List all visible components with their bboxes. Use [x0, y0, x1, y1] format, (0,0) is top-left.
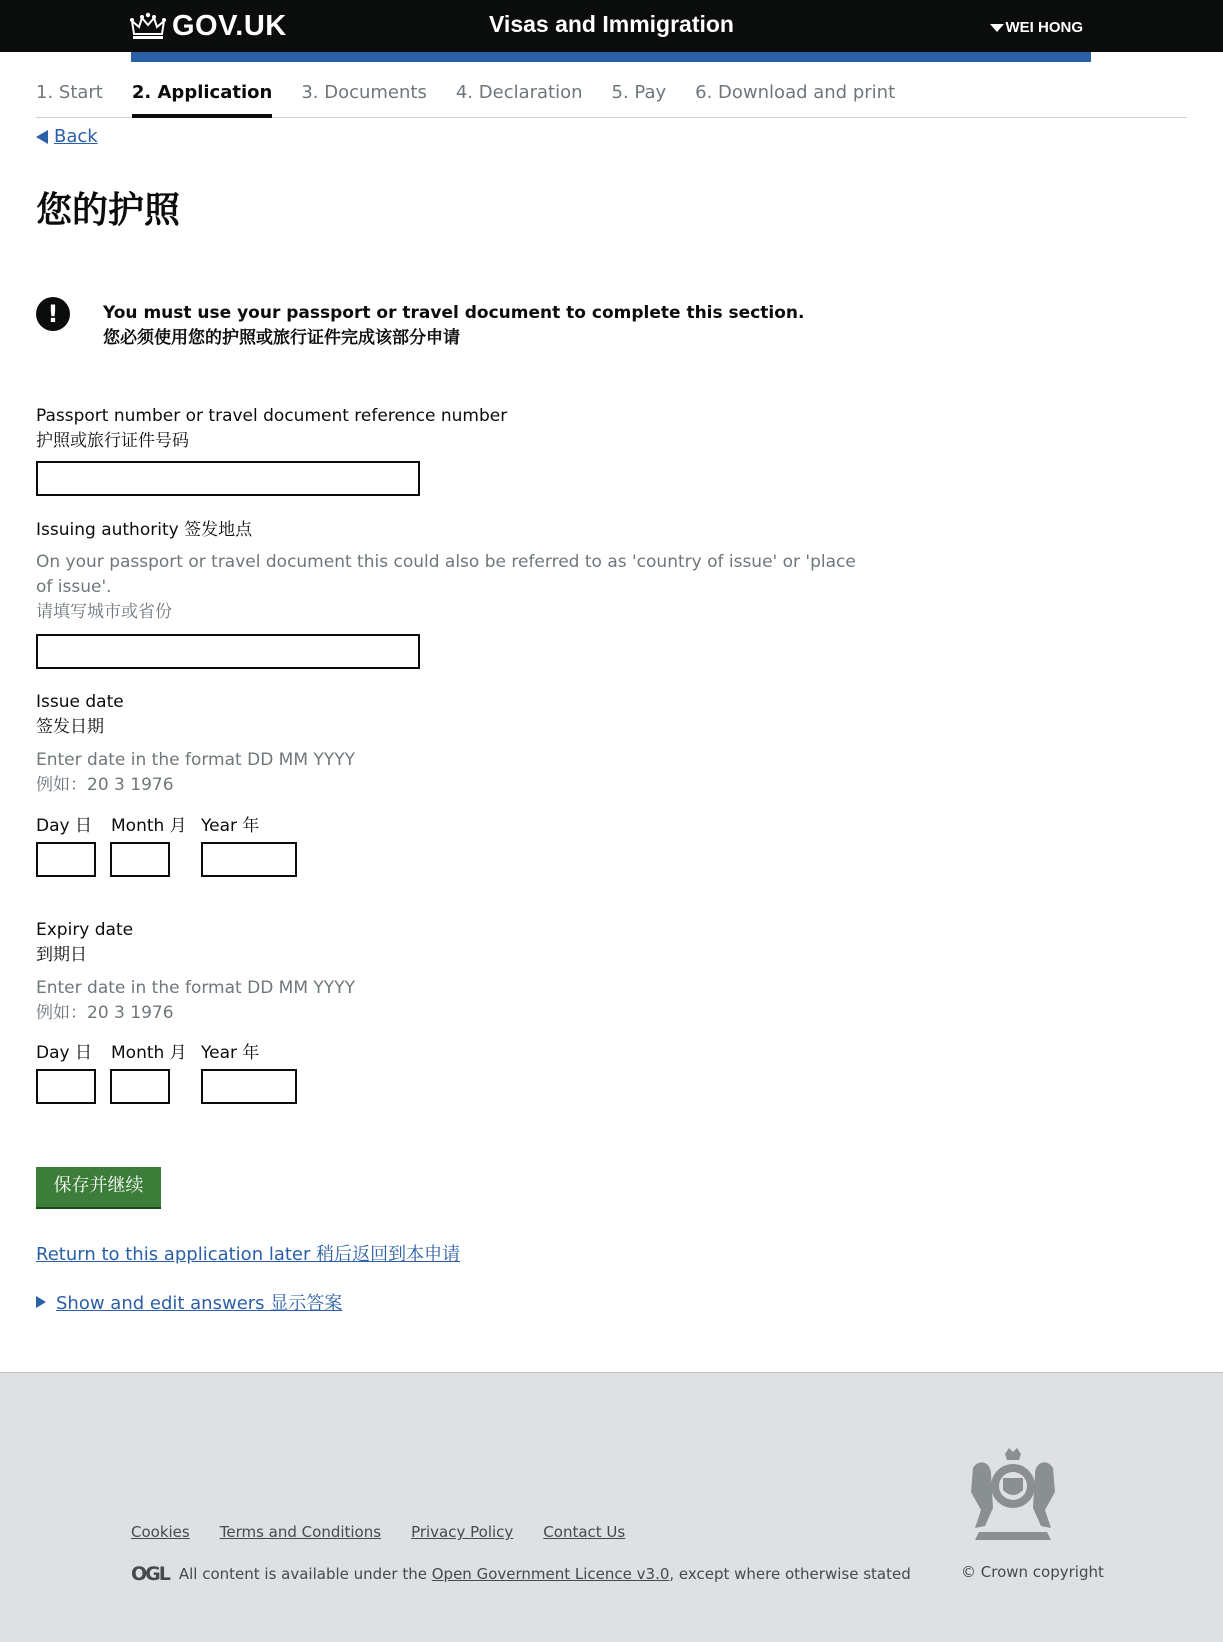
- warning-text: [103, 301, 823, 351]
- issue-date-label-en: Issue date: [36, 692, 124, 712]
- issue-year-label: Year 年: [201, 816, 260, 836]
- expiry-year-input[interactable]: [201, 1069, 297, 1104]
- royal-coat-of-arms-icon: [965, 1448, 1061, 1548]
- licence-suffix: , except where otherwise stated: [669, 1565, 911, 1583]
- step-documents: 3. Documents: [301, 82, 427, 103]
- ogl-logo-icon: OGL: [131, 1563, 169, 1585]
- back-link[interactable]: [36, 126, 98, 147]
- issuing-authority-input[interactable]: [36, 634, 420, 669]
- passport-number-label: [36, 404, 507, 454]
- back-link-label: Back: [54, 126, 98, 147]
- warning-text-en: You must use your passport or travel document to complete this section.: [103, 303, 805, 323]
- issue-day-label: Day 日: [36, 816, 92, 836]
- licence-link[interactable]: Open Government Licence v3.0: [431, 1565, 670, 1583]
- user-name: WEI HONG: [1005, 19, 1083, 36]
- issuing-authority-label: Issuing authority 签发地点: [36, 520, 253, 540]
- expiry-year-label: Year 年: [201, 1043, 260, 1063]
- save-and-continue-button[interactable]: 保存并继续: [36, 1167, 161, 1207]
- caret-down-icon: [990, 24, 1004, 32]
- step-pay: 5. Pay: [611, 82, 667, 103]
- show-answers-toggle[interactable]: [36, 1289, 342, 1315]
- site-footer: [0, 1372, 1223, 1642]
- expiry-month-input[interactable]: [110, 1069, 170, 1104]
- footer-link-terms[interactable]: Terms and Conditions: [219, 1523, 382, 1541]
- expiry-date-label-en: Expiry date: [36, 920, 134, 940]
- expiry-date-hint-en: Enter date in the format DD MM YYYY: [36, 978, 355, 998]
- expiry-date-hint: [36, 976, 856, 1026]
- warning-text-zh: 您必须使用您的护照或旅行证件完成该部分申请: [103, 328, 460, 348]
- passport-number-input[interactable]: [36, 461, 420, 496]
- return-later-link[interactable]: Return to this application later 稍后返回到本申请: [36, 1244, 461, 1265]
- issue-date-hint: [36, 748, 856, 798]
- show-answers-label: Show and edit answers 显示答案: [56, 1293, 343, 1314]
- expiry-date-label-zh: 到期日: [36, 945, 87, 965]
- expiry-day-label: Day 日: [36, 1043, 92, 1063]
- exclamation-icon: !: [36, 297, 70, 331]
- issue-month-input[interactable]: [110, 842, 170, 877]
- expiry-day-input[interactable]: [36, 1069, 96, 1104]
- expiry-date-label: [36, 918, 133, 968]
- page-title: 您的护照: [36, 190, 181, 231]
- passport-number-label-zh: 护照或旅行证件号码: [36, 431, 189, 451]
- footer-link-contact[interactable]: Contact Us: [543, 1523, 626, 1541]
- footer-link-privacy[interactable]: Privacy Policy: [411, 1523, 514, 1541]
- issuing-authority-hint-zh: 请填写城市或省份: [36, 602, 172, 622]
- issue-date-label-zh: 签发日期: [36, 717, 104, 737]
- issue-date-label: [36, 690, 124, 740]
- licence-prefix: All content is available under the: [178, 1565, 427, 1583]
- issue-date-hint-en: Enter date in the format DD MM YYYY: [36, 750, 355, 770]
- user-menu-toggle[interactable]: [990, 19, 1084, 36]
- site-header: [0, 0, 1223, 52]
- issue-date-hint-zh: 例如：20 3 1976: [36, 775, 174, 795]
- step-declaration: 4. Declaration: [455, 82, 583, 103]
- crown-copyright: © Crown copyright: [961, 1563, 1104, 1581]
- licence-statement: [131, 1563, 911, 1585]
- service-name[interactable]: Visas and Immigration: [489, 11, 734, 37]
- step-application[interactable]: 2. Application: [132, 82, 272, 118]
- expiry-month-label: Month 月: [111, 1043, 187, 1063]
- issue-year-input[interactable]: [201, 842, 297, 877]
- issue-day-input[interactable]: [36, 842, 96, 877]
- issuing-authority-hint: [36, 550, 856, 625]
- footer-link-cookies[interactable]: Cookies: [131, 1523, 190, 1541]
- passport-number-label-en: Passport number or travel document reference number: [36, 406, 508, 426]
- progress-steps: [36, 82, 1187, 118]
- expand-triangle-icon: [36, 1296, 46, 1308]
- step-download-print: 6. Download and print: [695, 82, 896, 103]
- expiry-date-hint-zh: 例如：20 3 1976: [36, 1003, 174, 1023]
- step-start[interactable]: 1. Start: [36, 82, 103, 103]
- back-arrow-icon: [36, 130, 48, 144]
- header-accent-bar: [131, 52, 1091, 62]
- logo-text: GOV.UK: [172, 9, 287, 42]
- issue-month-label: Month 月: [111, 816, 187, 836]
- issuing-authority-hint-en: On your passport or travel document this could also be referred to as 'country of issue' or 'place of issue'.: [36, 552, 856, 597]
- footer-links: [131, 1523, 655, 1541]
